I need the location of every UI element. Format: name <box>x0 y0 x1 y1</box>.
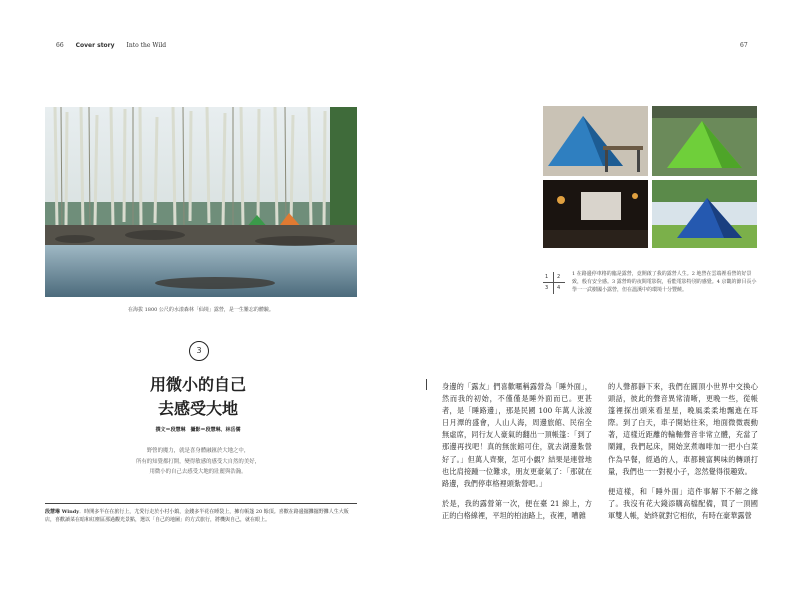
photo-grid-key <box>543 272 565 294</box>
vertical-rule <box>426 379 427 390</box>
thumbnail-3 <box>543 180 648 248</box>
night-movie-image <box>543 180 648 248</box>
author-bio-text: ．時開多半在在旅行上，尤愛行走於小村小鎮，金錢多半花在睡袋上，擁有帳篷 20 餘頂。喜歡在路邊擺攤擺野攤人生大販店，喜歡讀菜在暗和紅塵區那過觀光景點，選以「自己的地圖」的方式旅行，將機與自己，就在眼上。 <box>45 509 349 524</box>
body-paragraph: 身邊的「露友」們喜歡暱稱露營為「睡外面」，然而我的初始，不僅僅是睡外面而已。更甚者，是「睡路邊」，那是民國 100 年萬人泳渡日月潭的盛會，人山人海，周邊旅館、民宿全無虛席，同行友人豪氣的翻出一頂帳篷：「到了那邊再找吧！真的無旅館可住，就去湖邊紮營好了。」但萬人齊聚，怎可小覷？結果是連營地也比肩接踵一位難求，朋友更豪氣了：「那就在路邊，我們停車格裡頭紮營吧。」 <box>442 382 592 488</box>
main-photo <box>45 107 357 297</box>
thumbnail-2 <box>652 106 757 176</box>
thumbnail-1 <box>543 106 648 176</box>
article-title-line-2: 去感受大地 <box>157 399 238 418</box>
page-header-left <box>56 42 166 49</box>
bio-divider <box>45 503 357 504</box>
photos-caption: 1 在路邊停車格的臨是露營，竟開啟了我的露營人生。2 地營在雲端裡看營的好景致，般有安全感。3 露營時的夜間電影院，看能電影特別的感覺。4 京畿的節目長小學一一武樹國小露營，但在溫溪中的環境十分豐饒。 <box>572 271 757 293</box>
body-paragraph: 的人聲都靜下來，我們在圓頂小世界中交換心頭話，彼此的聲音異常清晰，更晚一些，從帳篷裡探出頭來看星星，晚風柔柔地飄進在耳際。到了白天，車子開始往來，地面微微震動著，這樣近距離的輪軸聲音非常立體，充當了鬧鐘，我們起床，開始烹煮咖啡加一把小白菜作為早餐，經過的人，車都饒富興味的轉頭打量，我們也一一對視小子，忽然覺得很趣致。 <box>608 382 758 476</box>
article-credits: 撰文＝段慧琳 攝影＝段慧琳、林岳儒 <box>155 427 241 433</box>
body-column-2 <box>608 381 758 530</box>
intro-line: 所有的知覺都打開，變得敏感的感受大自然的美好， <box>136 458 260 465</box>
body-paragraph: 於是，我的露營第一次，便在臺 21 線上，方正的白格線裡，平坦的柏油路上，夜裡，嘈雜 <box>442 498 592 520</box>
grid-key-2: 2 <box>557 274 561 280</box>
thumbnail-4 <box>652 180 757 248</box>
body-paragraph: 便這樣，和「睡外面」這件事解下不解之緣了。我沒有花大錢添購高檔配備，買了一頂國軍雙人帳，始終就對它相依，有時在豪華露營 <box>608 486 758 520</box>
grid-key-3: 3 <box>545 285 549 291</box>
intro-line: 野營的魔力，就是喜身體融匯於大地之中， <box>146 448 250 454</box>
author-name: 段慧琳 Windy <box>45 509 80 515</box>
grid-key-1: 1 <box>545 274 549 280</box>
article-title-line-1: 用微小的自己 <box>149 375 246 394</box>
chapter-number: 3 <box>189 341 209 361</box>
main-photo-caption: 在海拔 1800 公尺的水漾森林「仙境」露營，是一生難忘的體驗。 <box>128 307 274 313</box>
forest-lake-illustration <box>45 107 357 297</box>
blue-tent-grass-image <box>652 180 757 248</box>
green-tent-image <box>652 106 757 176</box>
page-number-right: 67 <box>740 42 748 49</box>
author-bio <box>45 508 357 524</box>
intro-line: 用微小的自己去感受大地的壯麗與浩瀚。 <box>149 469 247 475</box>
section-subtitle: Into the Wild <box>126 42 167 49</box>
blue-tent-table-image <box>543 106 648 176</box>
section-name: Cover story <box>75 42 115 49</box>
grid-key-4: 4 <box>557 285 561 291</box>
page-number-left: 66 <box>56 42 64 49</box>
body-column-1 <box>442 381 592 530</box>
intro-text <box>88 446 308 478</box>
